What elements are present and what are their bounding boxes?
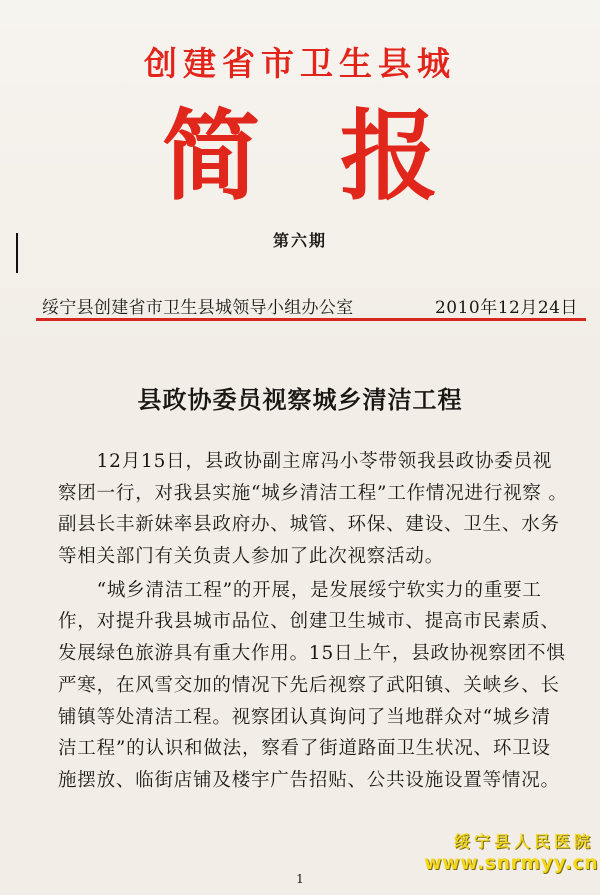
- article-headline: 县政协委员视察城乡清洁工程: [137, 386, 463, 414]
- text-line: “城乡清洁工程”的开展，是发展绥宁软实力的重要工: [58, 579, 542, 601]
- page-number: 1: [296, 872, 304, 886]
- issue-number: 第六期: [272, 231, 327, 250]
- text-line: 洁工程”的认识和做法，察看了街道路面卫生状况、环卫设: [58, 738, 551, 760]
- text-line: 12月15日，县政协副主席冯小苓带领我县政协委员视: [58, 451, 553, 472]
- text-line: 副县长丰新妹率县政府办、城管、环保、建设、卫生、水务: [58, 514, 560, 536]
- issuer-row: [42, 293, 578, 319]
- organization-title: 创建省市卫生县城: [144, 44, 456, 83]
- text-line: 发展绿色旅游具有重大作用。15日上午，县政协视察团不惧: [58, 643, 566, 665]
- hospital-watermark: [424, 832, 599, 874]
- text-line: 察团一行，对我县实施“城乡清洁工程”工作情况进行视察 。: [58, 482, 568, 504]
- issuing-office: 绥宁县创建省市卫生县城领导小组办公室: [42, 298, 354, 318]
- red-divider-rule: [36, 318, 586, 321]
- issue-date: 2010年12月24日: [434, 298, 578, 318]
- paragraph: [58, 575, 568, 797]
- article-body: [58, 446, 568, 799]
- text-line: 铺镇等处清洁工程。视察团认真询问了当地群众对“城乡清: [58, 706, 551, 728]
- text-line: 等相关部门有关负责人参加了此次视察活动。: [58, 546, 445, 568]
- text-line: 严寒，在风雪交加的情况下先后视察了武阳镇、关峡乡、长: [58, 674, 560, 696]
- text-line: 作，对提升我县城市品位、创建卫生城市、提高市民素质、: [58, 611, 560, 633]
- watermark-logo-text: 绥宁县人民医院: [453, 832, 594, 851]
- bulletin-masthead: 简报: [161, 100, 518, 214]
- margin-mark: [16, 233, 18, 273]
- watermark-url: www.snrmyy.cn: [424, 852, 599, 874]
- paragraph: [58, 446, 568, 573]
- text-line: 施摆放、临街店铺及楼宇广告招贴、公共设施设置等情况。: [58, 769, 560, 791]
